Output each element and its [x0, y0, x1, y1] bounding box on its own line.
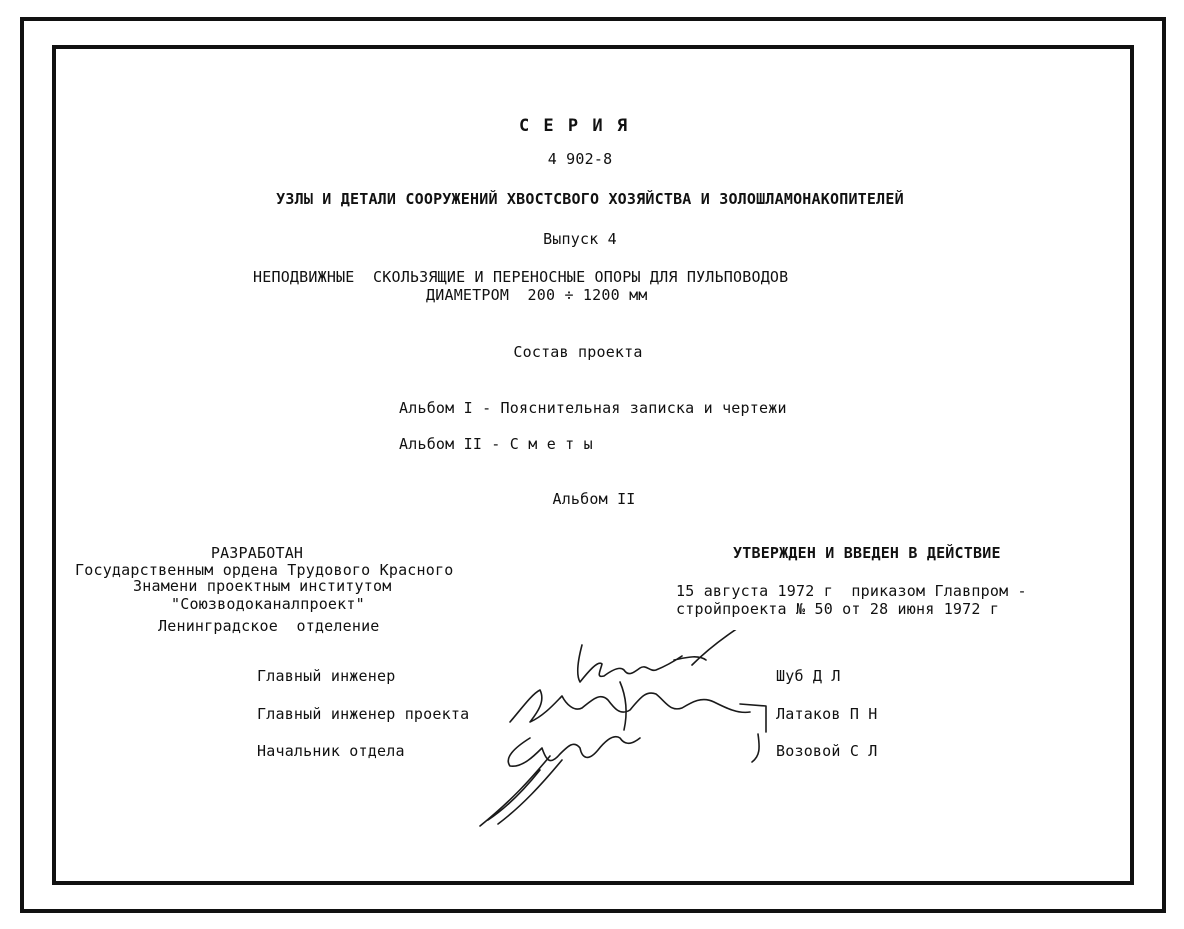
album-1-entry: Альбом I - Пояснительная записка и чертежи — [399, 399, 787, 417]
signatory-role-3: Начальник отдела — [257, 742, 405, 760]
signatory-role-2: Главный инженер проекта — [257, 705, 470, 723]
signatory-name-3: Возовой С Л — [776, 742, 878, 760]
approval-line-2: стройпроекта № 50 от 28 июня 1972 г — [676, 600, 1000, 618]
developer-heading: РАЗРАБОТАН — [210, 544, 304, 562]
contents-heading: Состав проекта — [513, 343, 643, 361]
signatory-name-2: Латаков П Н — [776, 705, 878, 723]
subtitle-line-1: НЕПОДВИЖНЫЕ СКОЛЬЗЯЩИЕ И ПЕРЕНОСНЫЕ ОПОРЫ ДЛЯ ПУЛЬПОВОДОВ — [253, 268, 789, 286]
series-label: С Е Р И Я — [518, 116, 630, 136]
series-number: 4 902-8 — [547, 150, 613, 168]
developer-line-4: Ленинградское отделение — [158, 617, 380, 635]
signatory-name-1: Шуб Д Л — [776, 667, 841, 685]
document-title: УЗЛЫ И ДЕТАЛИ СООРУЖЕНИЙ ХВОСТСВОГО ХОЗЯЙСТВА И ЗОЛОШЛАМОНАКОПИТЕЛЕЙ — [276, 190, 904, 208]
developer-line-3: "Союзводоканалпроект" — [171, 595, 365, 613]
inner-frame — [52, 45, 1134, 885]
signatory-role-1: Главный инженер — [257, 667, 396, 685]
current-album: Альбом II — [552, 490, 636, 508]
developer-line-2: Знамени проектным институтом — [133, 577, 392, 595]
approval-line-1: 15 августа 1972 г приказом Главпром - — [676, 582, 1027, 600]
subtitle-line-2: ДИАМЕТРОМ 200 ÷ 1200 мм — [426, 286, 648, 304]
issue-number: Выпуск 4 — [543, 230, 617, 248]
developer-line-1: Государственным ордена Трудового Красного — [75, 561, 454, 579]
album-2-entry: Альбом II - С м е т ы — [399, 435, 593, 453]
approval-heading: УТВЕРЖДЕН И ВВЕДЕН В ДЕЙСТВИЕ — [733, 544, 1001, 562]
